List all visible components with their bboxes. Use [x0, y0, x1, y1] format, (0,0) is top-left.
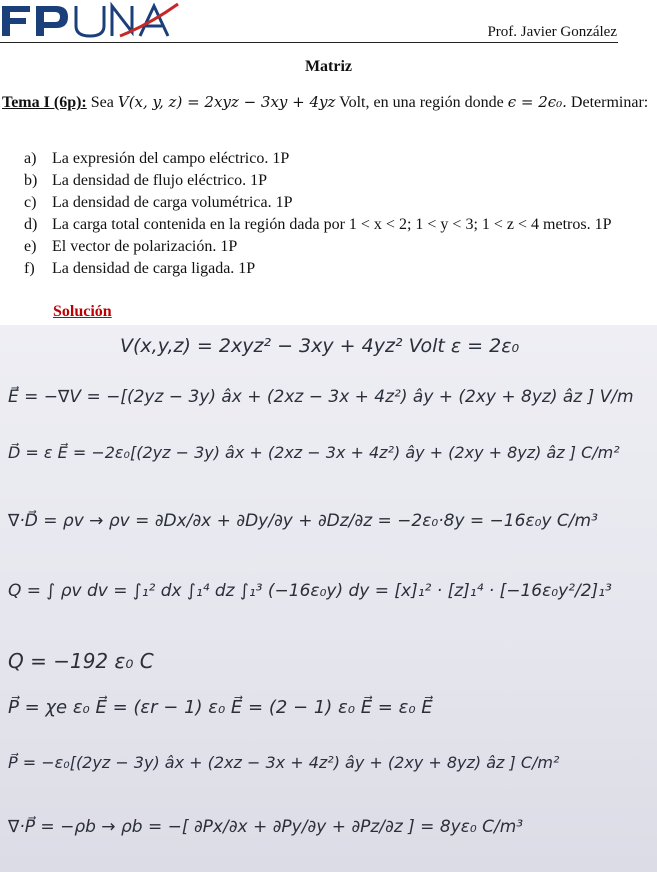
question-text: La densidad de carga ligada. 1P — [52, 260, 256, 277]
hw-line-polarization-vector: P⃗ = −ε₀[(2yz − 3y) âx + (2xz − 3x + 4z²) ây + (2xy + 8yz) âz ] C/m² — [8, 753, 560, 772]
question-text: La densidad de flujo eléctrico. 1P — [52, 172, 268, 189]
question-text: La expresión del campo eléctrico. 1P — [52, 150, 290, 167]
problem-text-after: Determinar: — [566, 94, 649, 111]
page-header — [0, 0, 657, 46]
solution-link[interactable]: Solución — [53, 303, 112, 320]
handwritten-solution-photo — [0, 325, 657, 872]
question-item-f — [24, 258, 654, 280]
problem-statement — [2, 92, 654, 113]
header-divider — [0, 42, 618, 43]
question-list — [24, 148, 654, 280]
hw-line-electric-field: E⃗ = −∇V = −[(2yz − 3y) âx + (2xz − 3x + 4z²) ây + (2xy + 8yz) âz ] V/m — [8, 387, 634, 407]
potential-expression: V(x, y, z) = 2xyz − 3xy + 4yz — [117, 93, 336, 111]
professor-name: Prof. Javier González — [487, 24, 617, 40]
problem-text-middle: Volt, en una región donde — [335, 94, 508, 111]
question-label: b) — [24, 172, 38, 189]
problem-heading: Tema I (6p): — [2, 94, 87, 111]
fpuna-logo-graphic — [0, 0, 182, 40]
question-label: f) — [24, 260, 35, 277]
hw-line-charge-density: ∇·D⃗ = ρv → ρv = ∂Dx/∂x + ∂Dy/∂y + ∂Dz/∂z = −2ε₀·8y = −16ε₀y C/m³ — [8, 511, 598, 531]
problem-text-before: Sea — [86, 94, 118, 111]
question-label: c) — [24, 194, 37, 211]
question-label: a) — [24, 150, 37, 167]
question-text: El vector de polarización. 1P — [52, 238, 238, 255]
question-item-b — [24, 170, 654, 192]
question-item-c — [24, 192, 654, 214]
question-text: La carga total contenida en la región dada por 1 < x < 2; 1 < y < 3; 1 < z < 4 metros. 1P — [52, 216, 612, 233]
hw-line-polarization-definition: P⃗ = χe ε₀ E⃗ = (εr − 1) ε₀ E⃗ = (2 − 1) ε₀ E⃗ = ε₀ E⃗ — [8, 697, 433, 718]
hw-line-total-charge-integral: Q = ∫ ρv dv = ∫₁² dx ∫₁⁴ dz ∫₁³ (−16ε₀y) dy = [x]₁² · [z]₁⁴ · [−16ε₀y²/2]₁³ — [8, 581, 612, 601]
hw-line-potential: V(x,y,z) = 2xyz² − 3xy + 4yz² Volt ε = 2ε₀ — [120, 335, 520, 357]
question-item-d — [24, 214, 654, 236]
document-title: Matriz — [304, 58, 353, 75]
question-item-a — [24, 148, 654, 170]
hw-line-total-charge-result: Q = −192 ε₀ C — [8, 649, 154, 673]
hw-line-bound-charge: ∇·P⃗ = −ρb → ρb = −[ ∂Px/∂x + ∂Py/∂y + ∂Pz/∂z ] = 8yε₀ C/m³ — [8, 817, 524, 837]
epsilon-expression: ϵ = 2ϵ₀. — [507, 93, 567, 111]
hw-line-flux-density: D⃗ = ε E⃗ = −2ε₀[(2yz − 3y) âx + (2xz − 3x + 4z²) ây + (2xy + 8yz) âz ] C/m² — [8, 443, 620, 462]
fpuna-logo — [0, 0, 182, 40]
question-label: d) — [24, 216, 38, 233]
question-text: La densidad de carga volumétrica. 1P — [52, 194, 293, 211]
question-label: e) — [24, 238, 37, 255]
question-item-e — [24, 236, 654, 258]
